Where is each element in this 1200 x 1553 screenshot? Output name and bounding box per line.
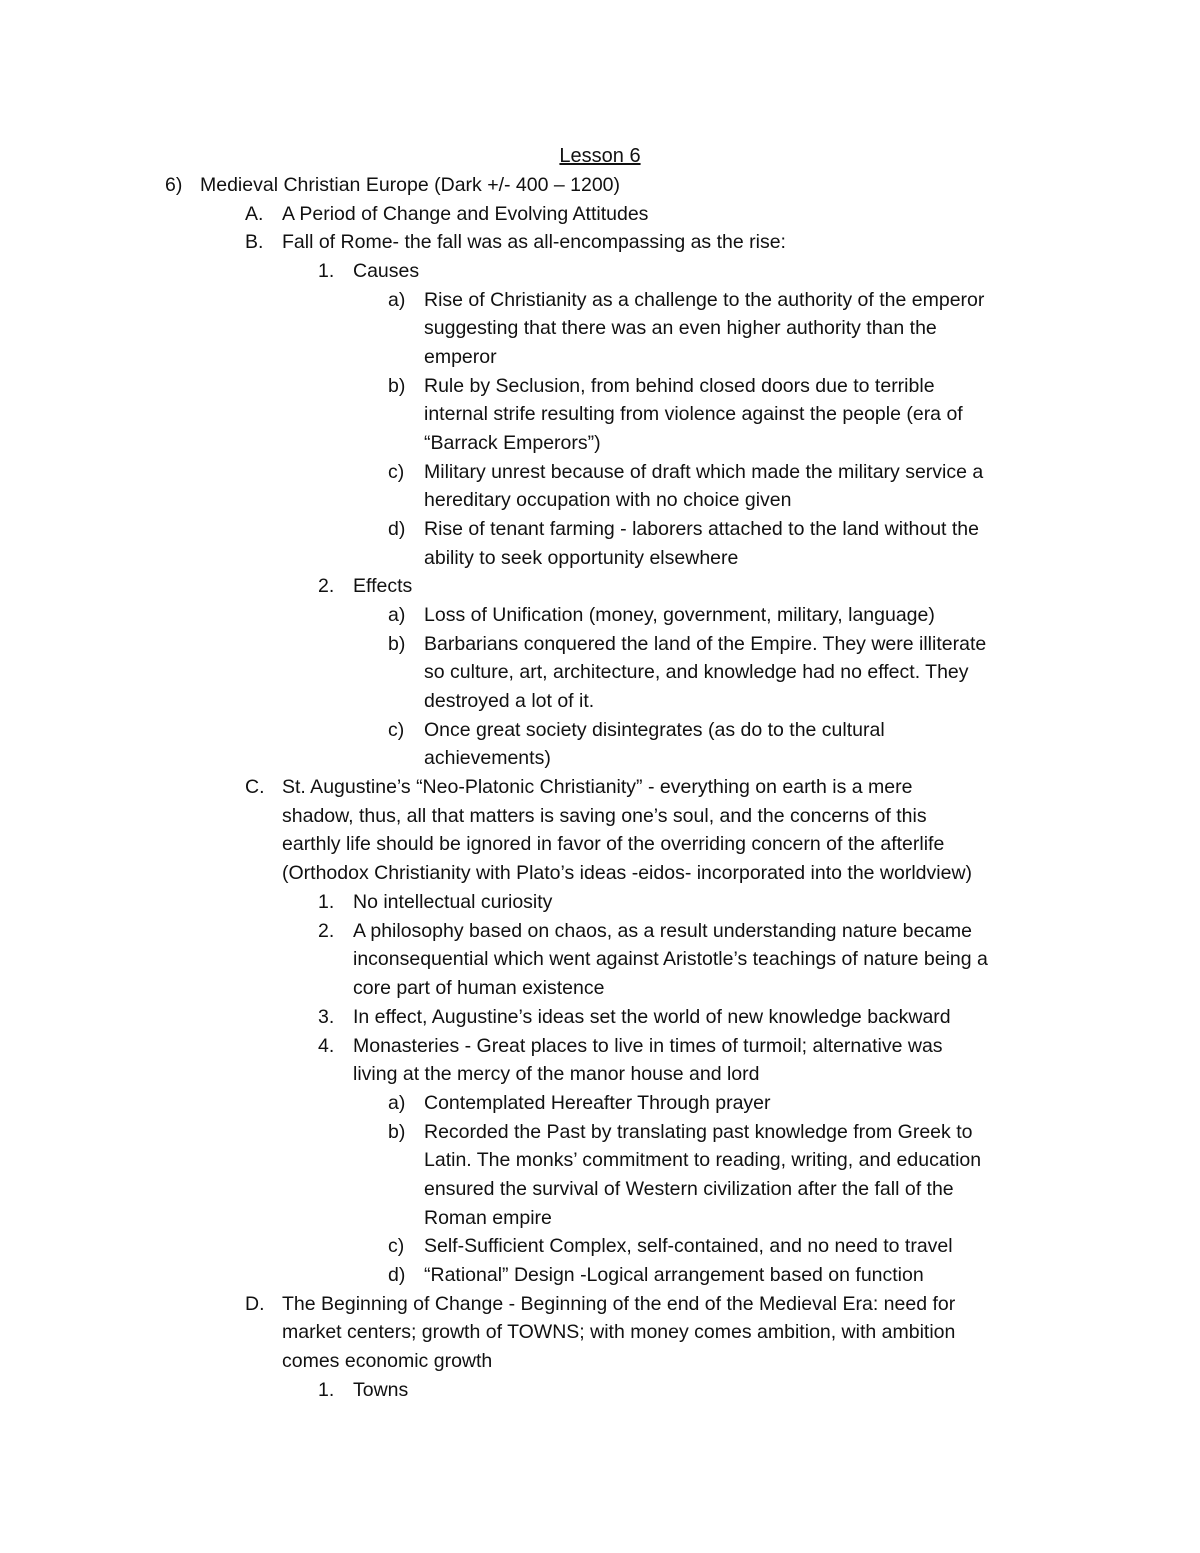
list-marker: D. [245, 1293, 265, 1315]
line-text: ability to seek opportunity elsewhere [424, 547, 739, 569]
line-text: Military unrest because of draft which made the military service a [424, 461, 984, 483]
list-marker: 2. [318, 575, 335, 597]
line-text: Rise of tenant farming - laborers attached to the land without the [424, 518, 979, 540]
line-text: destroyed a lot of it. [424, 690, 595, 712]
list-marker: 1. [318, 891, 335, 913]
line-text: emperor [424, 346, 497, 368]
line-text: Once great society disintegrates (as do to the cultural [424, 719, 885, 741]
list-marker: 2. [318, 920, 335, 942]
line-text: hereditary occupation with no choice given [424, 489, 792, 511]
line-text: Medieval Christian Europe (Dark +/- 400 – 1200) [200, 174, 621, 196]
list-marker: b) [388, 633, 406, 655]
list-marker: B. [245, 231, 264, 253]
list-marker: d) [388, 518, 406, 540]
line-text: Recorded the Past by translating past knowledge from Greek to [424, 1121, 973, 1143]
line-text: Contemplated Hereafter Through prayer [424, 1092, 771, 1114]
line-text: market centers; growth of TOWNS; with money comes ambition, with ambition [282, 1321, 956, 1343]
line-text: No intellectual curiosity [353, 891, 553, 913]
line-text: internal strife resulting from violence against the people (era of [424, 403, 963, 425]
line-text: The Beginning of Change - Beginning of the end of the Medieval Era: need for [282, 1293, 956, 1315]
line-text: Effects [353, 575, 413, 597]
line-text: Rule by Seclusion, from behind closed doors due to terrible [424, 375, 935, 397]
list-marker: 6) [165, 174, 183, 196]
list-marker: 1. [318, 260, 335, 282]
page-title: Lesson 6 [559, 145, 641, 167]
list-marker: C. [245, 776, 265, 798]
line-text: “Barrack Emperors”) [424, 432, 601, 454]
list-marker: c) [388, 719, 405, 741]
line-text: Loss of Unification (money, government, military, language) [424, 604, 935, 626]
list-marker: c) [388, 461, 405, 483]
list-marker: b) [388, 1121, 406, 1143]
line-text: (Orthodox Christianity with Plato’s ideas -eidos- incorporated into the worldview) [282, 862, 973, 884]
list-marker: a) [388, 289, 406, 311]
line-text: Causes [353, 260, 420, 282]
line-text: achievements) [424, 747, 551, 769]
list-marker: 4. [318, 1035, 335, 1057]
list-marker: a) [388, 604, 406, 626]
line-text: Rise of Christianity as a challenge to the authority of the emperor [424, 289, 985, 311]
list-marker: a) [388, 1092, 406, 1114]
list-marker: 1. [318, 1379, 335, 1401]
line-text: St. Augustine’s “Neo-Platonic Christianity” - everything on earth is a mere [282, 776, 913, 798]
line-text: Barbarians conquered the land of the Empire. They were illiterate [424, 633, 987, 655]
list-marker: d) [388, 1264, 406, 1286]
line-text: Self-Sufficient Complex, self-contained, and no need to travel [424, 1235, 953, 1257]
line-text: shadow, thus, all that matters is saving one’s soul, and the concerns of this [282, 805, 927, 827]
line-text: core part of human existence [353, 977, 605, 999]
line-text: Towns [353, 1379, 409, 1401]
line-text: In effect, Augustine’s ideas set the world of new knowledge backward [353, 1006, 951, 1028]
line-text: A Period of Change and Evolving Attitudes [282, 203, 649, 225]
line-text: living at the mercy of the manor house and lord [353, 1063, 760, 1085]
line-text: Latin. The monks’ commitment to reading, writing, and education [424, 1149, 982, 1171]
line-text: comes economic growth [282, 1350, 493, 1372]
line-text: suggesting that there was an even higher authority than the [424, 317, 937, 339]
line-text: Monasteries - Great places to live in times of turmoil; alternative was [353, 1035, 943, 1057]
list-marker: c) [388, 1235, 405, 1257]
line-text: so culture, art, architecture, and knowledge had no effect. They [424, 661, 969, 683]
line-text: inconsequential which went against Aristotle’s teachings of nature being a [353, 948, 988, 970]
list-marker: A. [245, 203, 264, 225]
line-text: “Rational” Design -Logical arrangement based on function [424, 1264, 924, 1286]
list-marker: 3. [318, 1006, 335, 1028]
line-text: Roman empire [424, 1207, 552, 1229]
line-text: A philosophy based on chaos, as a result understanding nature became [353, 920, 973, 942]
line-text: earthly life should be ignored in favor of the overriding concern of the afterlife [282, 833, 945, 855]
line-text: ensured the survival of Western civilization after the fall of the [424, 1178, 954, 1200]
list-marker: b) [388, 375, 406, 397]
line-text: Fall of Rome- the fall was as all-encompassing as the rise: [282, 231, 786, 253]
